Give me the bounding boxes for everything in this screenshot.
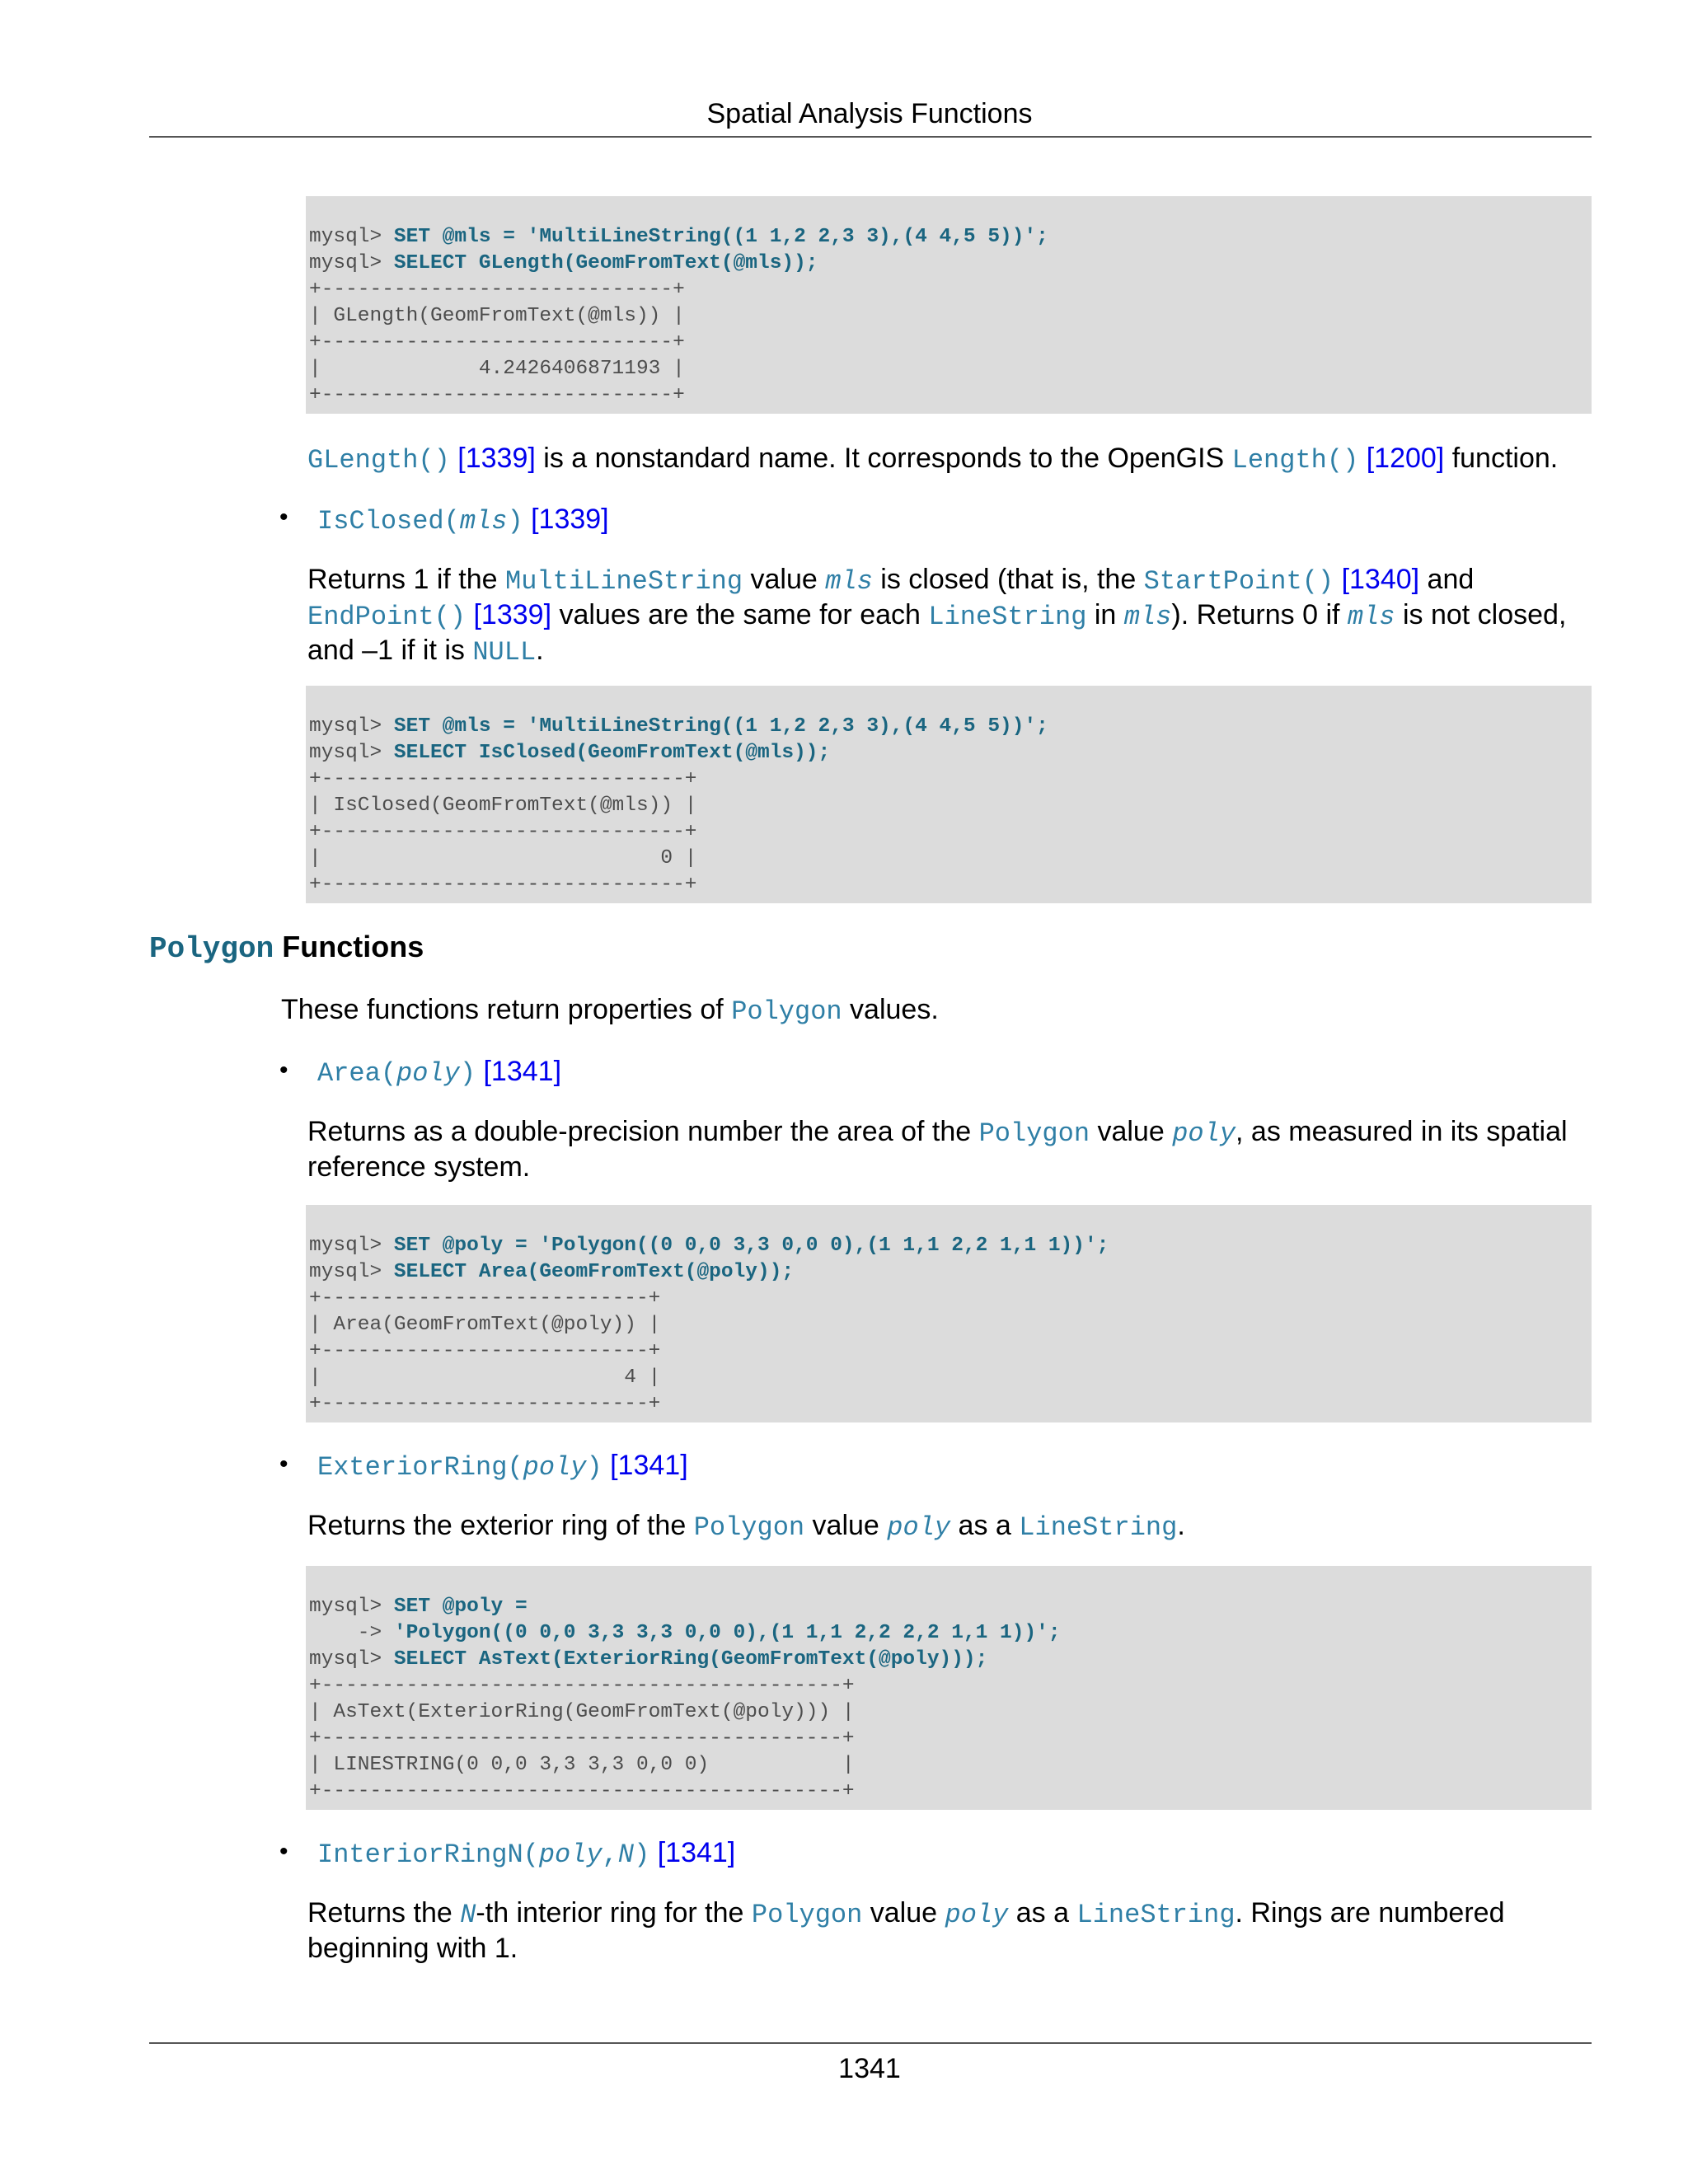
code-prompt: mysql> — [309, 252, 394, 274]
code-prompt: mysql> — [309, 715, 394, 738]
code-line — [309, 1647, 1592, 1673]
code-example-exteriorring — [306, 1566, 1592, 1810]
paragraph-text: is a nonstandard name. It corresponds to the OpenGIS — [535, 443, 1232, 474]
code-line: | IsClosed(GeomFromText(@mls)) | — [309, 794, 697, 817]
code-line — [309, 740, 1592, 766]
code-line: +------------------------------+ — [309, 821, 697, 843]
code-line: +-----------------------------+ — [309, 384, 685, 406]
code-line: +-------------------------------------------+ — [309, 1675, 855, 1697]
code-line: +-----------------------------+ — [309, 279, 685, 301]
code-line: +---------------------------+ — [309, 1393, 661, 1415]
function-signature[interactable]: Area(poly) — [317, 1058, 476, 1089]
code-prompt: -> — [309, 1622, 394, 1644]
code-command: SELECT Area(GeomFromText(@poly)); — [393, 1261, 795, 1283]
code-command: SELECT IsClosed(GeomFromText(@mls)); — [393, 742, 831, 764]
function-signature[interactable]: InteriorRingN(poly,N) — [317, 1840, 650, 1870]
header-rule — [149, 136, 1592, 138]
function-signature[interactable]: IsClosed(mls) — [317, 506, 523, 537]
bullet-item-interiorringn — [317, 1836, 735, 1872]
code-line — [309, 714, 1592, 740]
paragraph-polygon-intro: These functions return properties of Polygon values. — [281, 994, 939, 1027]
code-prompt: mysql> — [309, 1235, 394, 1257]
code-line — [309, 1620, 1592, 1647]
paragraph-exteriorring-desc: Returns the exterior ring of the Polygon value poly as a LineString. — [307, 1510, 1185, 1543]
code-line — [309, 1233, 1592, 1259]
code-line: | 4 | — [309, 1366, 661, 1389]
bullet-item-exteriorring — [317, 1449, 688, 1484]
code-line — [309, 224, 1592, 251]
code-line: +------------------------------+ — [309, 874, 697, 896]
section-heading-polygon-functions: Polygon Functions — [149, 930, 424, 966]
code-line: +---------------------------+ — [309, 1340, 661, 1362]
code-line: | 4.2426406871193 | — [309, 358, 685, 380]
code-example-isclosed — [306, 686, 1592, 903]
code-prompt: mysql> — [309, 226, 394, 248]
code-line: +-------------------------------------------+ — [309, 1727, 855, 1750]
page-reference-link[interactable]: [1339] — [457, 443, 536, 474]
code-command: SELECT AsText(ExteriorRing(GeomFromText(@poly))); — [393, 1648, 988, 1671]
bullet-marker: • — [279, 1057, 288, 1084]
page-reference-link[interactable]: [1200] — [1366, 443, 1445, 474]
page-number: 1341 — [838, 2053, 901, 2084]
code-line: +---------------------------+ — [309, 1287, 661, 1310]
footer-rule — [149, 2042, 1592, 2044]
code-command: 'Polygon((0 0,0 3,3 3,3 0,0 0),(1 1,1 2,2 2,2 1,1 1))'; — [393, 1622, 1061, 1644]
page-reference-link[interactable]: [1339] — [473, 599, 552, 630]
code-command: SET @poly = — [393, 1596, 528, 1618]
page-reference-link[interactable]: [1340] — [1341, 564, 1420, 595]
function-signature[interactable]: ExteriorRing(poly) — [317, 1452, 603, 1483]
code-prompt: mysql> — [309, 1261, 394, 1283]
code-line — [309, 251, 1592, 277]
page-header-title: Spatial Analysis Functions — [706, 98, 1033, 129]
paragraph-isclosed-desc: Returns 1 if the MultiLineString value mls is closed (that is, the StartPoint() [1340] and EndPoint() [1339] values are the same for each LineString in mls). Returns 0 if mls is not closed, and –1 if it is NULL. — [307, 564, 1567, 668]
bullet-item-isclosed — [317, 503, 609, 538]
page-reference-link[interactable]: [1341] — [610, 1450, 688, 1481]
page-reference-link[interactable]: [1341] — [483, 1056, 562, 1087]
code-example-area — [306, 1205, 1592, 1422]
bullet-marker: • — [279, 1838, 288, 1865]
page-reference-link[interactable]: [1341] — [657, 1837, 736, 1868]
code-command: SET @poly = 'Polygon((0 0,0 3,3 0,0 0),(1 1,1 2,2 1,1 1))'; — [393, 1235, 1109, 1257]
code-line — [309, 1594, 1592, 1620]
code-prompt: mysql> — [309, 1648, 394, 1671]
function-name[interactable]: EndPoint() — [307, 602, 467, 632]
code-line: | LINESTRING(0 0,0 3,3 3,3 0,0 0) | — [309, 1754, 855, 1776]
code-line: | AsText(ExteriorRing(GeomFromText(@poly))) | — [309, 1701, 855, 1723]
code-line: | 0 | — [309, 847, 697, 869]
code-line: | GLength(GeomFromText(@mls)) | — [309, 305, 685, 327]
bullet-item-area — [317, 1055, 561, 1090]
paragraph-glength-note — [307, 442, 1558, 477]
code-command: SET @mls = 'MultiLineString((1 1,2 2,3 3),(4 4,5 5))'; — [393, 226, 1048, 248]
bullet-marker: • — [279, 504, 288, 531]
function-name[interactable]: Length() — [1231, 445, 1359, 476]
code-line: | Area(GeomFromText(@poly)) | — [309, 1314, 661, 1336]
code-command: SET @mls = 'MultiLineString((1 1,2 2,3 3),(4 4,5 5))'; — [393, 715, 1048, 738]
paragraph-interiorringn-desc: Returns the N-th interior ring for the Polygon value poly as a LineString. Rings are numbered beginning with 1. — [307, 1897, 1505, 1964]
code-line: +------------------------------+ — [309, 768, 697, 790]
code-example-glength — [306, 196, 1592, 414]
function-name[interactable]: GLength() — [307, 445, 450, 476]
page-reference-link[interactable]: [1339] — [531, 504, 609, 535]
code-line — [309, 1259, 1592, 1286]
function-name[interactable]: StartPoint() — [1143, 566, 1334, 597]
bullet-marker: • — [279, 1451, 288, 1478]
code-command: SELECT GLength(GeomFromText(@mls)); — [393, 252, 818, 274]
code-line: +-------------------------------------------+ — [309, 1780, 855, 1802]
code-line: +-----------------------------+ — [309, 331, 685, 354]
code-prompt: mysql> — [309, 1596, 394, 1618]
paragraph-area-desc: Returns as a double-precision number the area of the Polygon value poly, as measured in its spatial reference system. — [307, 1116, 1568, 1183]
paragraph-text: function. — [1444, 443, 1559, 474]
code-prompt: mysql> — [309, 742, 394, 764]
